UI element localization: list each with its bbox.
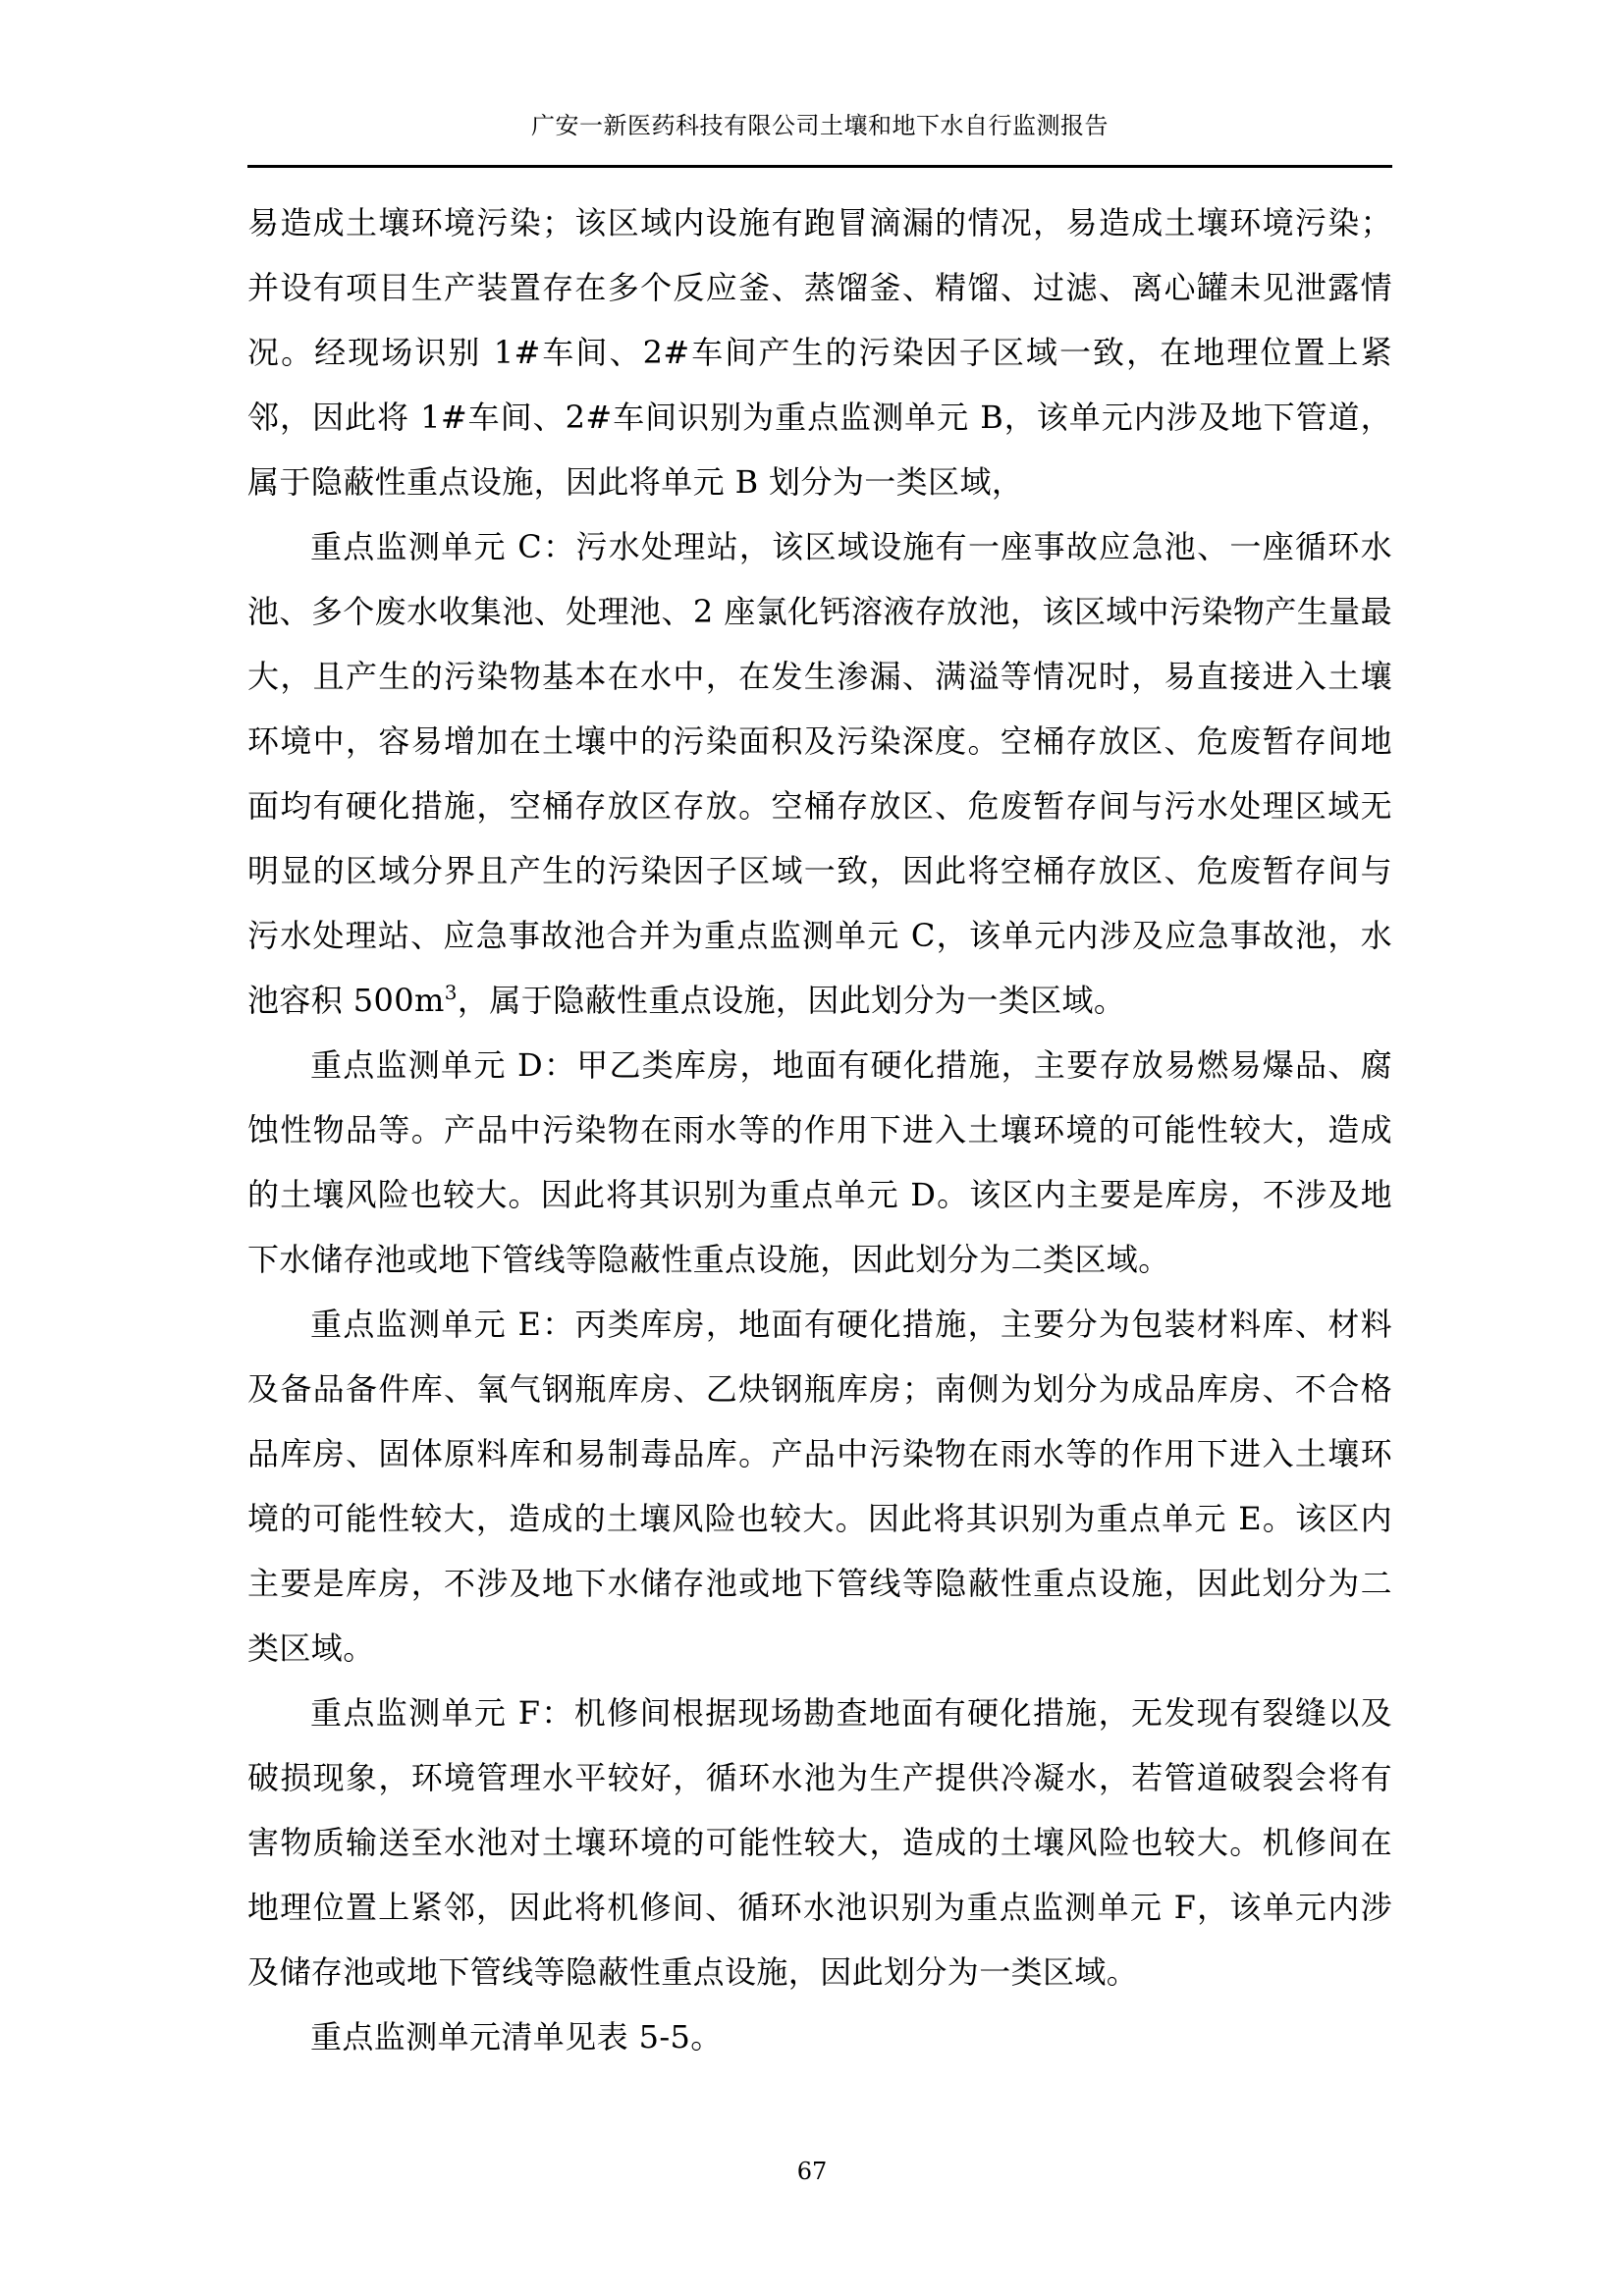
paragraph-text: 重点监测单元清单见表 5-5。 [310, 2018, 723, 2056]
header-divider [247, 165, 1392, 168]
paragraph-text: 重点监测单元 F：机修间根据现场勘查地面有硬化措施，无发现有裂缝以及破损现象，环境管理水平较好，循环水池为生产提供冷凝水，若管道破裂会将有害物质输送至水池对土壤环境的可能性较大，造成的土壤风险也较大。机修间在地理位置上紧邻，因此将机修间、循环水池识别为重点监测单元 F，该单元内涉及储存池或地下管线等隐蔽性重点设施，因此划分为一类区域。 [247, 1694, 1392, 1991]
paragraph-unit-d [247, 1033, 1392, 1292]
paragraph-text-after: ，属于隐蔽性重点设施，因此划分为一类区域。 [457, 982, 1126, 1019]
superscript-cubed: 3 [444, 981, 458, 1004]
header-title: 广安一新医药科技有限公司土壤和地下水自行监测报告 [531, 112, 1109, 139]
paragraph-text: 重点监测单元 C：污水处理站，该区域设施有一座事故应急池、一座循环水池、多个废水收集池、处理池、2 座氯化钙溶液存放池，该区域中污染物产生量最大，且产生的污染物基本在水中，在发生渗漏、满溢等情况时，易直接进入土壤环境中，容易增加在土壤中的污染面积及污染深度。空桶存放区、危废暂存间地面均有硬化措施，空桶存放区存放。空桶存放区、危废暂存间与污水处理区域无明显的区域分界且产生的污染因子区域一致，因此将空桶存放区、危废暂存间与污水处理站、应急事故池合并为重点监测单元 C，该单元内涉及应急事故池，水池容积 500m [247, 528, 1392, 1019]
paragraph-unit-e [247, 1292, 1392, 1681]
paragraph-unit-c [247, 514, 1392, 1033]
paragraph-unit-b-continuation [247, 190, 1392, 514]
paragraph-text: 重点监测单元 D：甲乙类库房，地面有硬化措施，主要存放易燃易爆品、腐蚀性物品等。产品中污染物在雨水等的作用下进入土壤环境的可能性较大，造成的土壤风险也较大。因此将其识别为重点单元 D。该区内主要是库房，不涉及地下水储存池或地下管线等隐蔽性重点设施，因此划分为二类区域。 [247, 1046, 1392, 1278]
paragraph-text: 易造成土壤环境污染；该区域内设施有跑冒滴漏的情况，易造成土壤环境污染；并设有项目生产装置存在多个反应釜、蒸馏釜、精馏、过滤、离心罐未见泄露情况。经现场识别 1#车间、2#车间产生的污染因子区域一致，在地理位置上紧邻，因此将 1#车间、2#车间识别为重点监测单元 B，该单元内涉及地下管道，属于隐蔽性重点设施，因此将单元 B 划分为一类区域， [247, 204, 1392, 501]
page-number-text: 67 [796, 2158, 828, 2185]
document-body [247, 190, 1392, 2069]
paragraph-unit-list-reference [247, 2004, 1392, 2069]
running-header [247, 110, 1392, 165]
page-number [0, 2156, 1624, 2187]
paragraph-text: 重点监测单元 E：丙类库房，地面有硬化措施，主要分为包装材料库、材料及备品备件库、氧气钢瓶库房、乙炔钢瓶库房；南侧为划分为成品库房、不合格品库房、固体原料库和易制毒品库。产品中污染物在雨水等的作用下进入土壤环境的可能性较大，造成的土壤风险也较大。因此将其识别为重点单元 E。该区内主要是库房，不涉及地下水储存池或地下管线等隐蔽性重点设施，因此划分为二类区域。 [247, 1306, 1392, 1667]
paragraph-unit-f [247, 1681, 1392, 2004]
